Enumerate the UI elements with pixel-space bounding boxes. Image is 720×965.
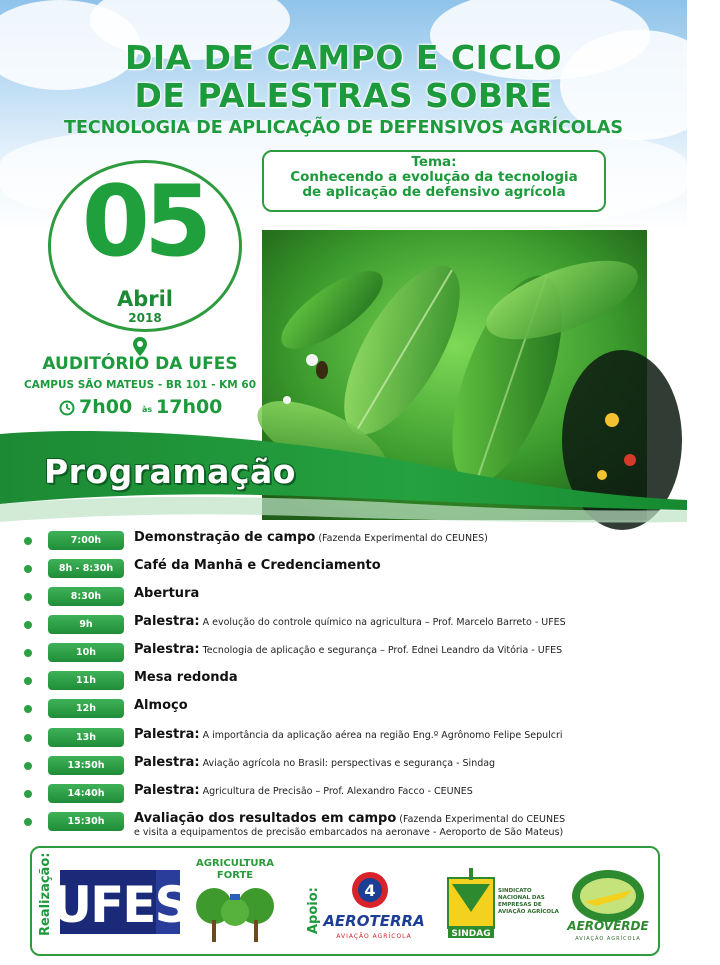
schedule-title: Mesa redonda xyxy=(134,670,238,685)
bullet-icon xyxy=(24,762,32,770)
svg-text:4: 4 xyxy=(364,881,376,900)
schedule-item xyxy=(0,698,687,720)
sindag-logo xyxy=(446,862,564,944)
schedule-time: 14:40h xyxy=(48,784,124,803)
tema-text: Conhecendo a evolução da tecnologia de aplicação de defensivo agrícola xyxy=(290,169,578,200)
schedule-title: Café da Manhã e Credenciamento xyxy=(134,558,381,573)
schedule-title: Palestra: A importância da aplicação aérea na região Eng.º Agrônomo Felipe Sepulcri xyxy=(134,727,563,742)
aeroverde-subtext: AVIAÇÃO AGRÍCOLA xyxy=(575,936,641,942)
schedule-item xyxy=(0,755,687,777)
schedule-detail: (Fazenda Experimental do CEUNES) xyxy=(315,533,488,544)
date-year: 2018 xyxy=(128,311,162,325)
aeroterra-subtext: AVIAÇÃO AGRÍCOLA xyxy=(336,933,412,940)
aeroverde-logo xyxy=(566,866,650,946)
sindag-logo-mark xyxy=(446,862,564,944)
schedule-time: 13:50h xyxy=(48,756,124,775)
schedule-item xyxy=(0,783,687,805)
schedule-title: Palestra: A evolução do controle químico na agricultura – Prof. Marcelo Barreto - UFES xyxy=(134,614,566,629)
venue-address: CAMPUS SÃO MATEUS - BR 101 - KM 60 xyxy=(23,379,257,391)
title-line-1: DIA DE CAMPO E CICLO xyxy=(124,38,563,77)
bullet-icon xyxy=(24,649,32,657)
schedule-time: 13h xyxy=(48,728,124,747)
schedule-item xyxy=(0,530,687,552)
schedule-detail: Tecnologia de aplicação e segurança – Prof. Ednei Leandro da Vitória - UFES xyxy=(199,645,563,656)
schedule-time: 11h xyxy=(48,671,124,690)
aeroterra-logo-mark xyxy=(324,866,424,946)
schedule-time: 9h xyxy=(48,615,124,634)
agricultura-line2: FORTE xyxy=(216,870,254,881)
ufes-logo-mark xyxy=(51,864,189,940)
schedule-detail: A evolução do controle químico na agricultura – Prof. Marcelo Barreto - UFES xyxy=(199,617,566,628)
schedule-item xyxy=(0,811,687,845)
sindag-text: SINDAG xyxy=(451,929,491,939)
bullet-icon xyxy=(24,790,32,798)
venue-name: AUDITÓRIO DA UFES xyxy=(42,354,238,374)
bullet-icon xyxy=(24,565,32,573)
schedule-item xyxy=(0,558,687,580)
schedule-time: 12h xyxy=(48,699,124,718)
apoio-label: Apoio: xyxy=(306,887,321,934)
sponsors-box xyxy=(30,846,660,956)
schedule-detail: A importância da aplicação aérea na região Eng.º Agrônomo Felipe Sepulcri xyxy=(199,730,563,741)
realizacao-label: Realização: xyxy=(38,852,53,936)
ufes-logo-text: UFES xyxy=(51,876,189,934)
aeroverde-text: AEROVERDE xyxy=(567,919,649,933)
time-start: 7h00 xyxy=(79,396,133,418)
schedule-detail: Agricultura de Precisão – Prof. Alexandro Facco - CEUNES xyxy=(199,786,473,797)
trees-icon xyxy=(194,884,276,946)
schedule-time: 15:30h xyxy=(48,812,124,831)
aeroverde-logo-mark xyxy=(566,866,650,946)
schedule-title: Avaliação dos resultados em campo (Fazenda Experimental do CEUNES xyxy=(134,811,566,826)
ufes-logo xyxy=(51,864,189,940)
event-time xyxy=(55,396,245,422)
tema-label: Tema: xyxy=(411,154,457,170)
aeroterra-text: AEROTERRA xyxy=(323,912,425,930)
bullet-icon xyxy=(24,677,32,685)
title-line-2: DE PALESTRAS SOBRE xyxy=(134,76,553,115)
aeroterra-logo xyxy=(324,866,424,946)
schedule-detail-line2: e visita a equipamentos de precisão embarcados na aeronave - Aeroporto de São Mateus) xyxy=(134,827,564,838)
schedule-item xyxy=(0,642,687,664)
bullet-icon xyxy=(24,818,32,826)
schedule-title: Palestra: Tecnologia de aplicação e segurança – Prof. Ednei Leandro da Vitória - UFES xyxy=(134,642,563,657)
time-separator: às xyxy=(142,405,153,414)
programacao-title: Programação xyxy=(44,452,296,491)
schedule-item xyxy=(0,586,687,608)
schedule-item xyxy=(0,614,687,636)
bullet-icon xyxy=(24,593,32,601)
schedule-detail: Aviação agrícola no Brasil: perspectivas e segurança - Sindag xyxy=(199,758,496,769)
agricultura-line1: AGRICULTURA xyxy=(196,858,274,869)
subtitle: TECNOLOGIA DE APLICAÇÃO DE DEFENSIVOS AGRÍCOLAS xyxy=(64,118,623,138)
schedule-title: Almoço xyxy=(134,698,188,713)
schedule-title: Demonstração de campo (Fazenda Experimental do CEUNES) xyxy=(134,530,488,545)
schedule-detail: (Fazenda Experimental do CEUNES xyxy=(396,814,566,825)
schedule-title: Palestra: Agricultura de Precisão – Prof. Alexandro Facco - CEUNES xyxy=(134,783,473,798)
date-month: Abril xyxy=(116,287,174,311)
bullet-icon xyxy=(24,537,32,545)
schedule-time: 10h xyxy=(48,643,124,662)
bullet-icon xyxy=(24,734,32,742)
clock-icon xyxy=(59,400,75,416)
schedule-title: Abertura xyxy=(134,586,200,601)
agricultura-forte-logo xyxy=(194,858,276,948)
bullet-icon xyxy=(24,705,32,713)
tema-box xyxy=(262,150,606,212)
bullet-icon xyxy=(24,621,32,629)
schedule-title: Palestra: Aviação agrícola no Brasil: perspectivas e segurança - Sindag xyxy=(134,755,496,770)
schedule-time: 7:00h xyxy=(48,531,124,550)
schedule-time: 8:30h xyxy=(48,587,124,606)
time-end: 17h00 xyxy=(156,396,223,418)
date-day: 05 xyxy=(81,165,207,279)
schedule-item xyxy=(0,727,687,749)
sindag-description: SINDICATO NACIONAL DAS EMPRESAS DE AVIAÇÃO AGRÍCOLA xyxy=(498,888,559,915)
schedule-item xyxy=(0,670,687,692)
schedule-time: 8h - 8:30h xyxy=(48,559,124,578)
